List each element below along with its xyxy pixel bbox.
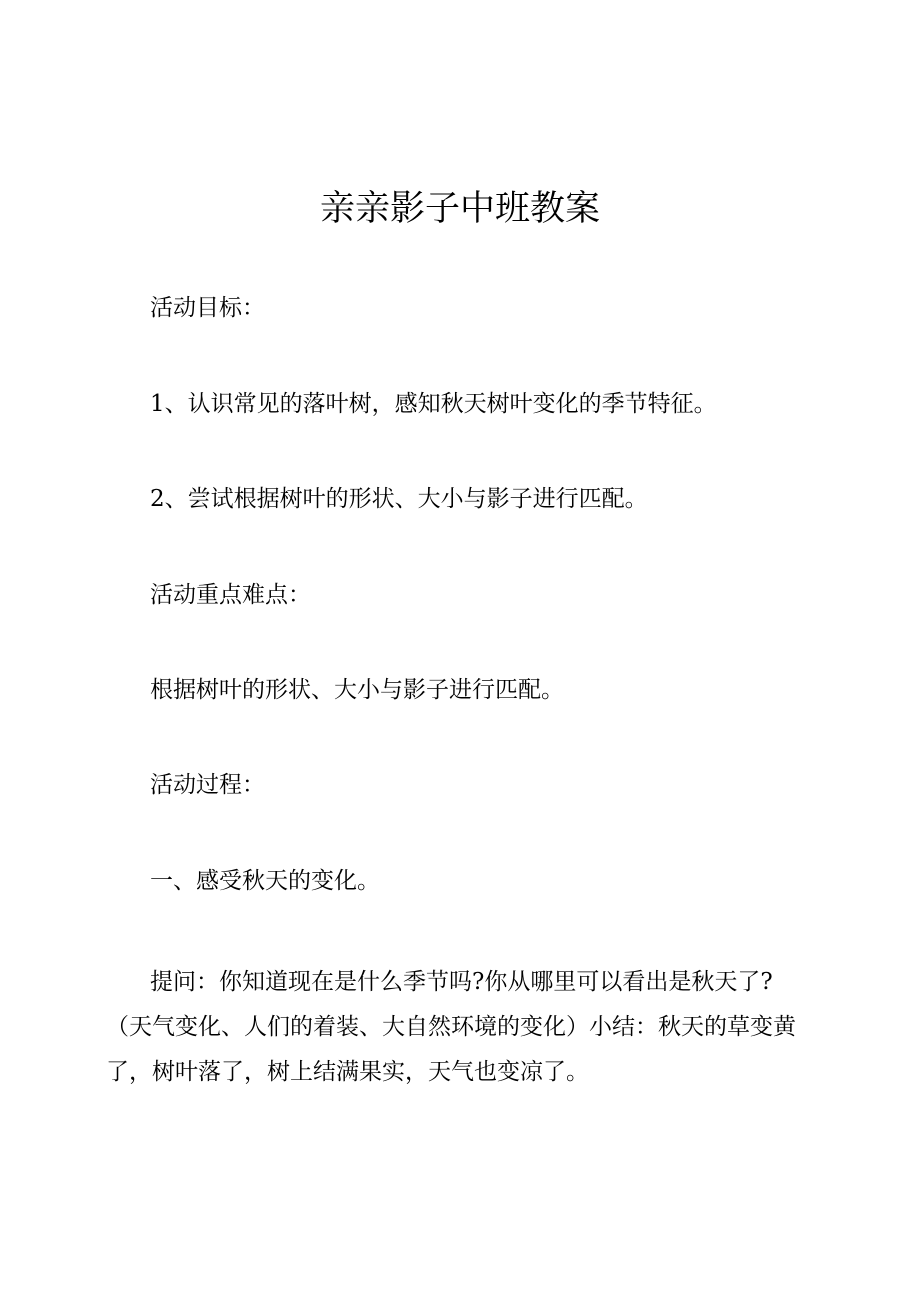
- question-line-3: 了，树叶落了，树上结满果实，天气也变凉了。: [106, 1059, 589, 1085]
- document-title: 亲亲影子中班教案: [319, 189, 600, 229]
- goal-item-1: 1、认识常见的落叶树，感知秋天树叶变化的季节特征。: [150, 391, 717, 417]
- goal-item-2: 2、尝试根据树叶的形状、大小与影子进行匹配。: [150, 486, 648, 512]
- question-line-1: 提问：你知道现在是什么季节吗?你从哪里可以看出是秋天了?: [150, 969, 773, 995]
- question-paragraph: [106, 960, 806, 1095]
- key-difficulties-text: 根据树叶的形状、大小与影子进行匹配。: [150, 677, 564, 703]
- heading-activity-goals: 活动目标：: [150, 295, 265, 321]
- question-line-2: （天气变化、人们的着装、大自然环境的变化）小结：秋天的草变黄: [106, 1014, 796, 1040]
- heading-activity-process: 活动过程：: [150, 772, 265, 798]
- heading-key-difficulties: 活动重点难点：: [150, 582, 311, 608]
- process-step-1: 一、感受秋天的变化。: [150, 868, 380, 894]
